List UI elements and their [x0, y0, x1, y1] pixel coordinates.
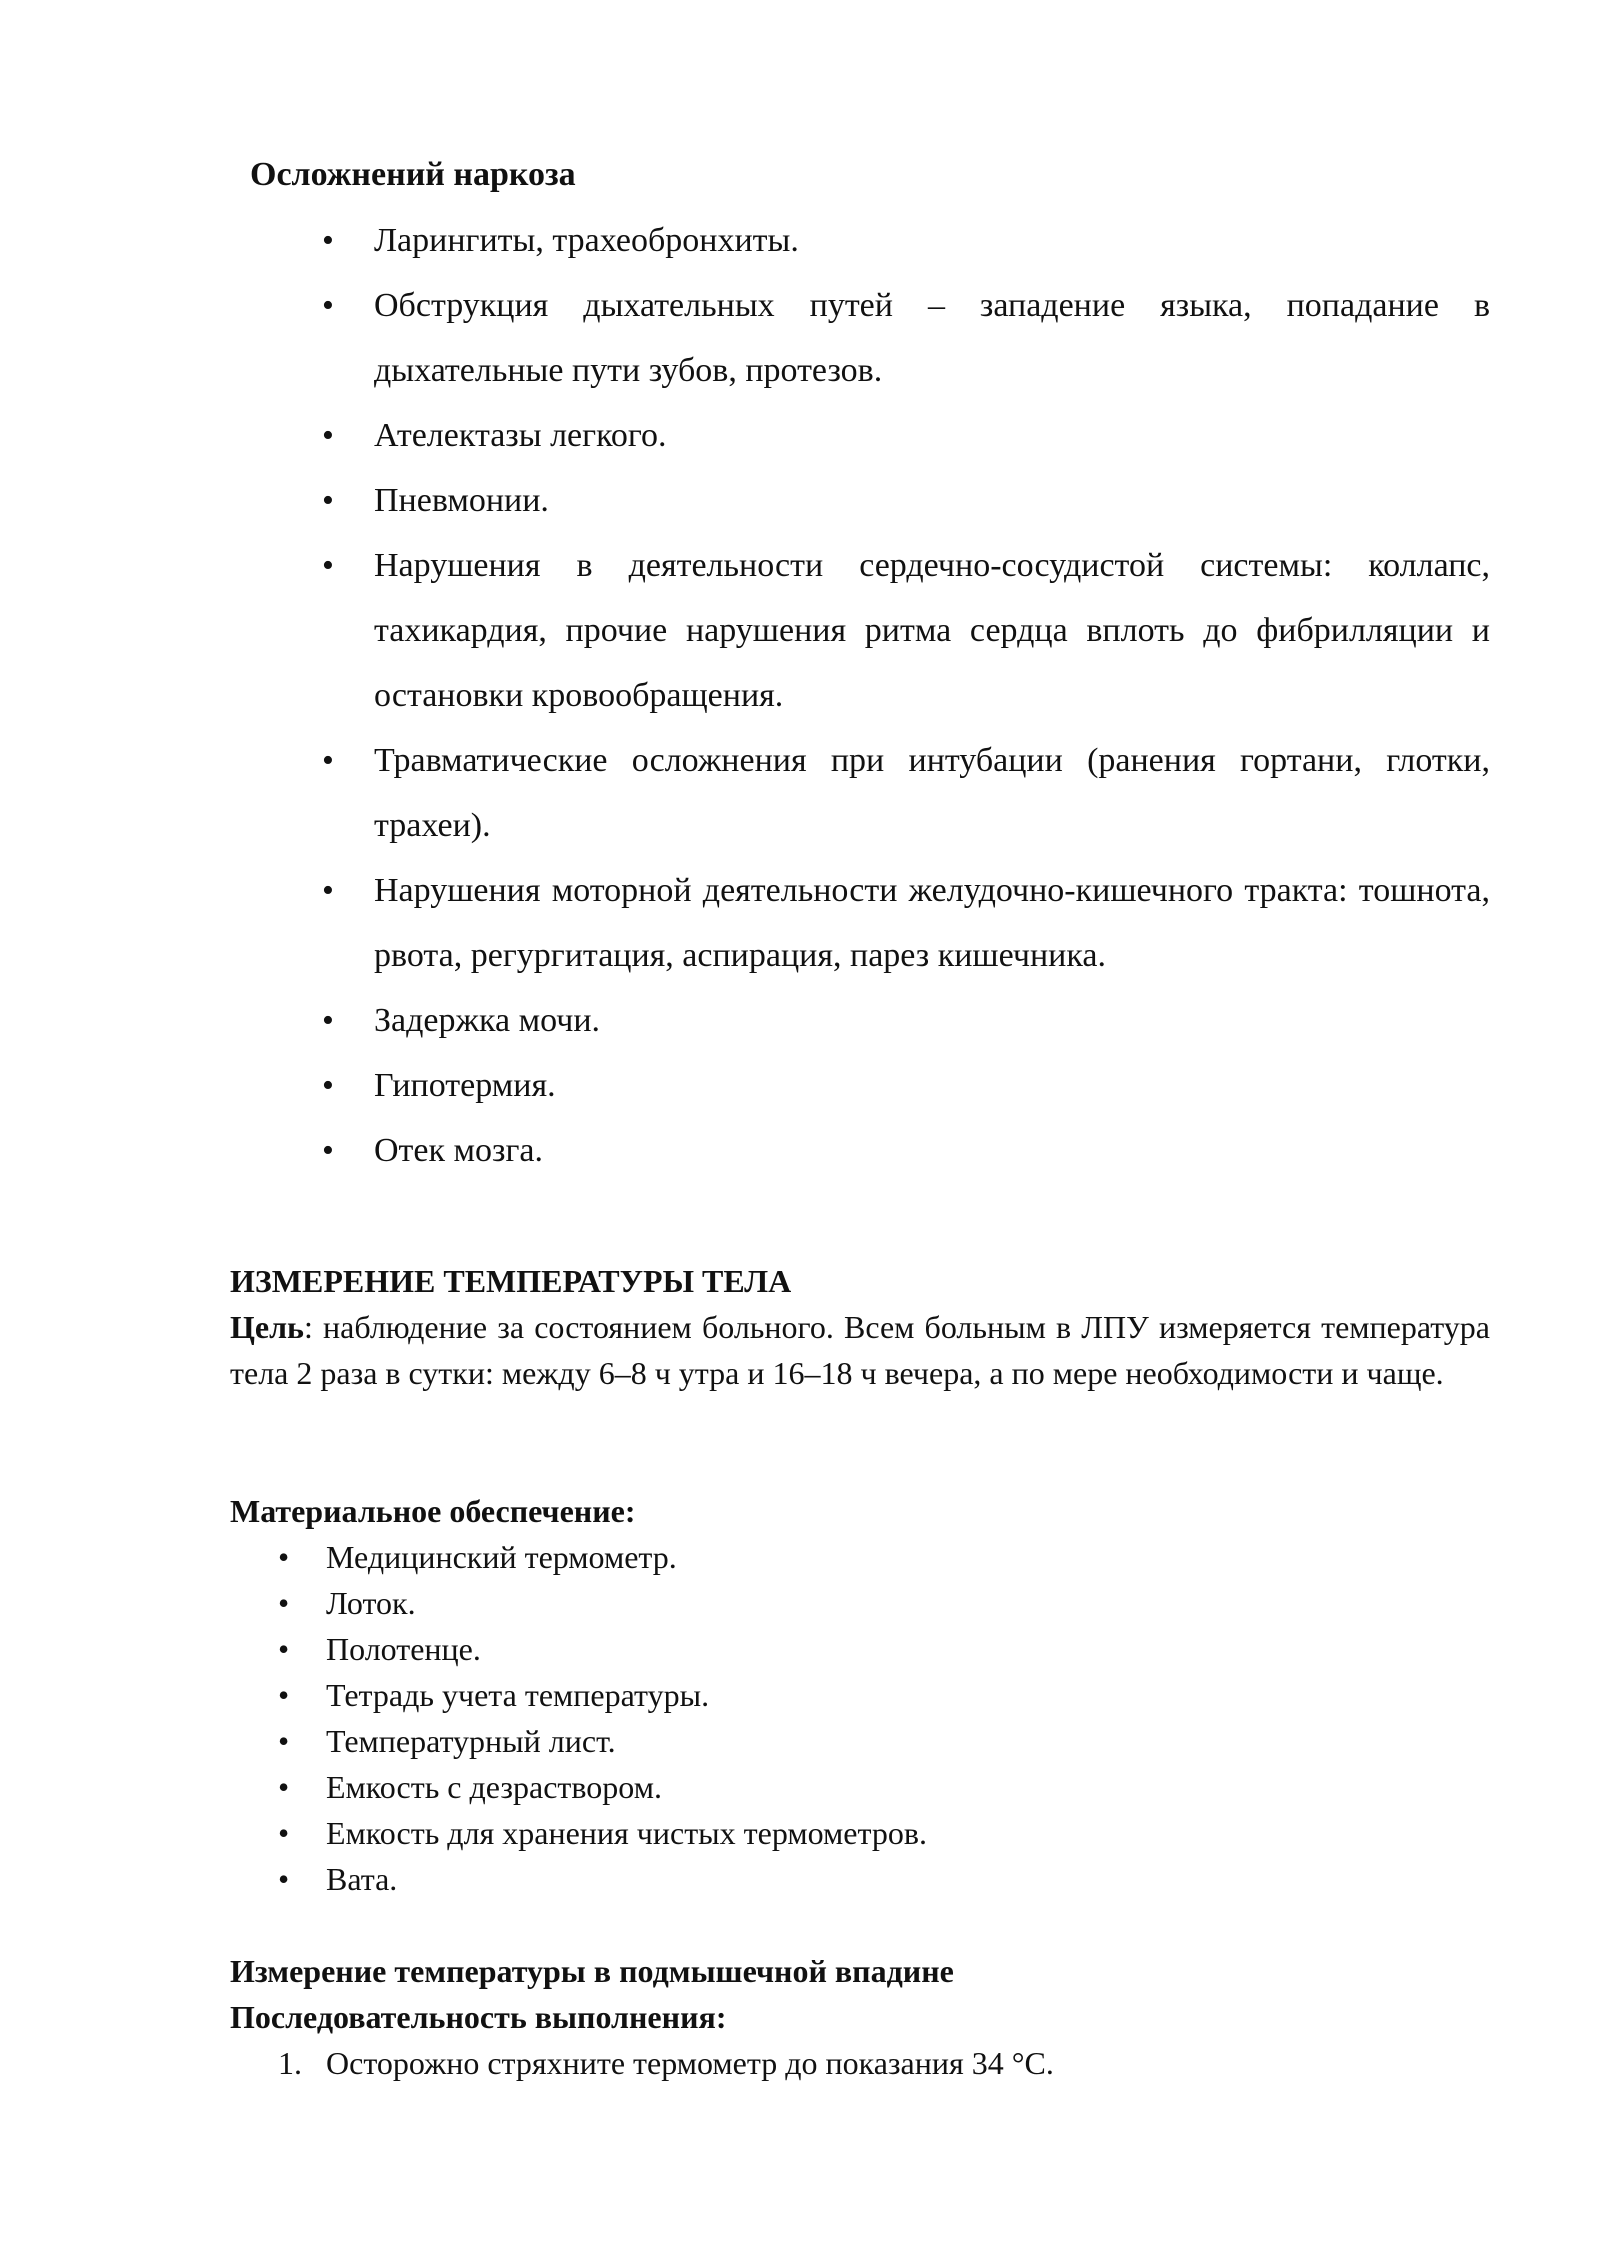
list-item: • Гипотермия.	[322, 1053, 1490, 1118]
list-item: • Полотенце.	[278, 1626, 1490, 1672]
step-text: Осторожно стряхните термометр до показания 34 °С.	[326, 2045, 1054, 2081]
list-item: • Отек мозга.	[322, 1118, 1490, 1183]
list-item	[278, 2040, 1490, 2086]
list-item: • Пневмонии.	[322, 468, 1490, 533]
step-number: 1.	[278, 2045, 302, 2081]
steps-list	[278, 2040, 1490, 2086]
list-item: • Задержка мочи.	[322, 988, 1490, 1053]
list-item: • Емкость для хранения чистых термометров.	[278, 1810, 1490, 1856]
complications-list	[322, 208, 1490, 1183]
list-item: • Лоток.	[278, 1580, 1490, 1626]
list-item: • Травматические осложнения при интубации (ранения гортани, глотки, трахеи).	[322, 728, 1490, 858]
list-item: • Нарушения моторной деятельности желудочно-кишечного тракта: тошнота, рвота, регургитация, аспирация, парез кишечника.	[322, 858, 1490, 988]
sequence-heading: Последовательность выполнения:	[230, 1999, 727, 2035]
list-item: • Ателектазы легкого.	[322, 403, 1490, 468]
list-item: • Нарушения в деятельности сердечно-сосудистой системы: коллапс, тахикардия, прочие нарушения ритма сердца вплоть до фибрилляции и остановки кровообращения.	[322, 533, 1490, 728]
list-item: • Медицинский термометр.	[278, 1534, 1490, 1580]
materials-heading: Материальное обеспечение:	[230, 1493, 636, 1529]
list-item: • Ларингиты, трахеобронхиты.	[322, 208, 1490, 273]
complications-heading: Осложнений наркоза	[250, 156, 576, 193]
goal-label: Цель	[230, 1309, 304, 1345]
list-item: • Вата.	[278, 1856, 1490, 1902]
goal-paragraph	[230, 1304, 1490, 1396]
list-item: • Тетрадь учета температуры.	[278, 1672, 1490, 1718]
axillary-measurement-heading: Измерение температуры в подмышечной впадине	[230, 1953, 954, 1989]
materials-list	[278, 1534, 1490, 1902]
temperature-section-title: ИЗМЕРЕНИЕ ТЕМПЕРАТУРЫ ТЕЛА	[230, 1263, 792, 1299]
list-item: • Температурный лист.	[278, 1718, 1490, 1764]
list-item: • Обструкция дыхательных путей – западение языка, попадание в дыхательные пути зубов, протезов.	[322, 273, 1490, 403]
list-item: • Емкость с дезраствором.	[278, 1764, 1490, 1810]
goal-text: : наблюдение за состоянием больного. Всем больным в ЛПУ измеряется температура тела 2 раза в сутки: между 6–8 ч утра и 16–18 ч вечера, а по мере необходимости и чаще.	[230, 1309, 1490, 1391]
